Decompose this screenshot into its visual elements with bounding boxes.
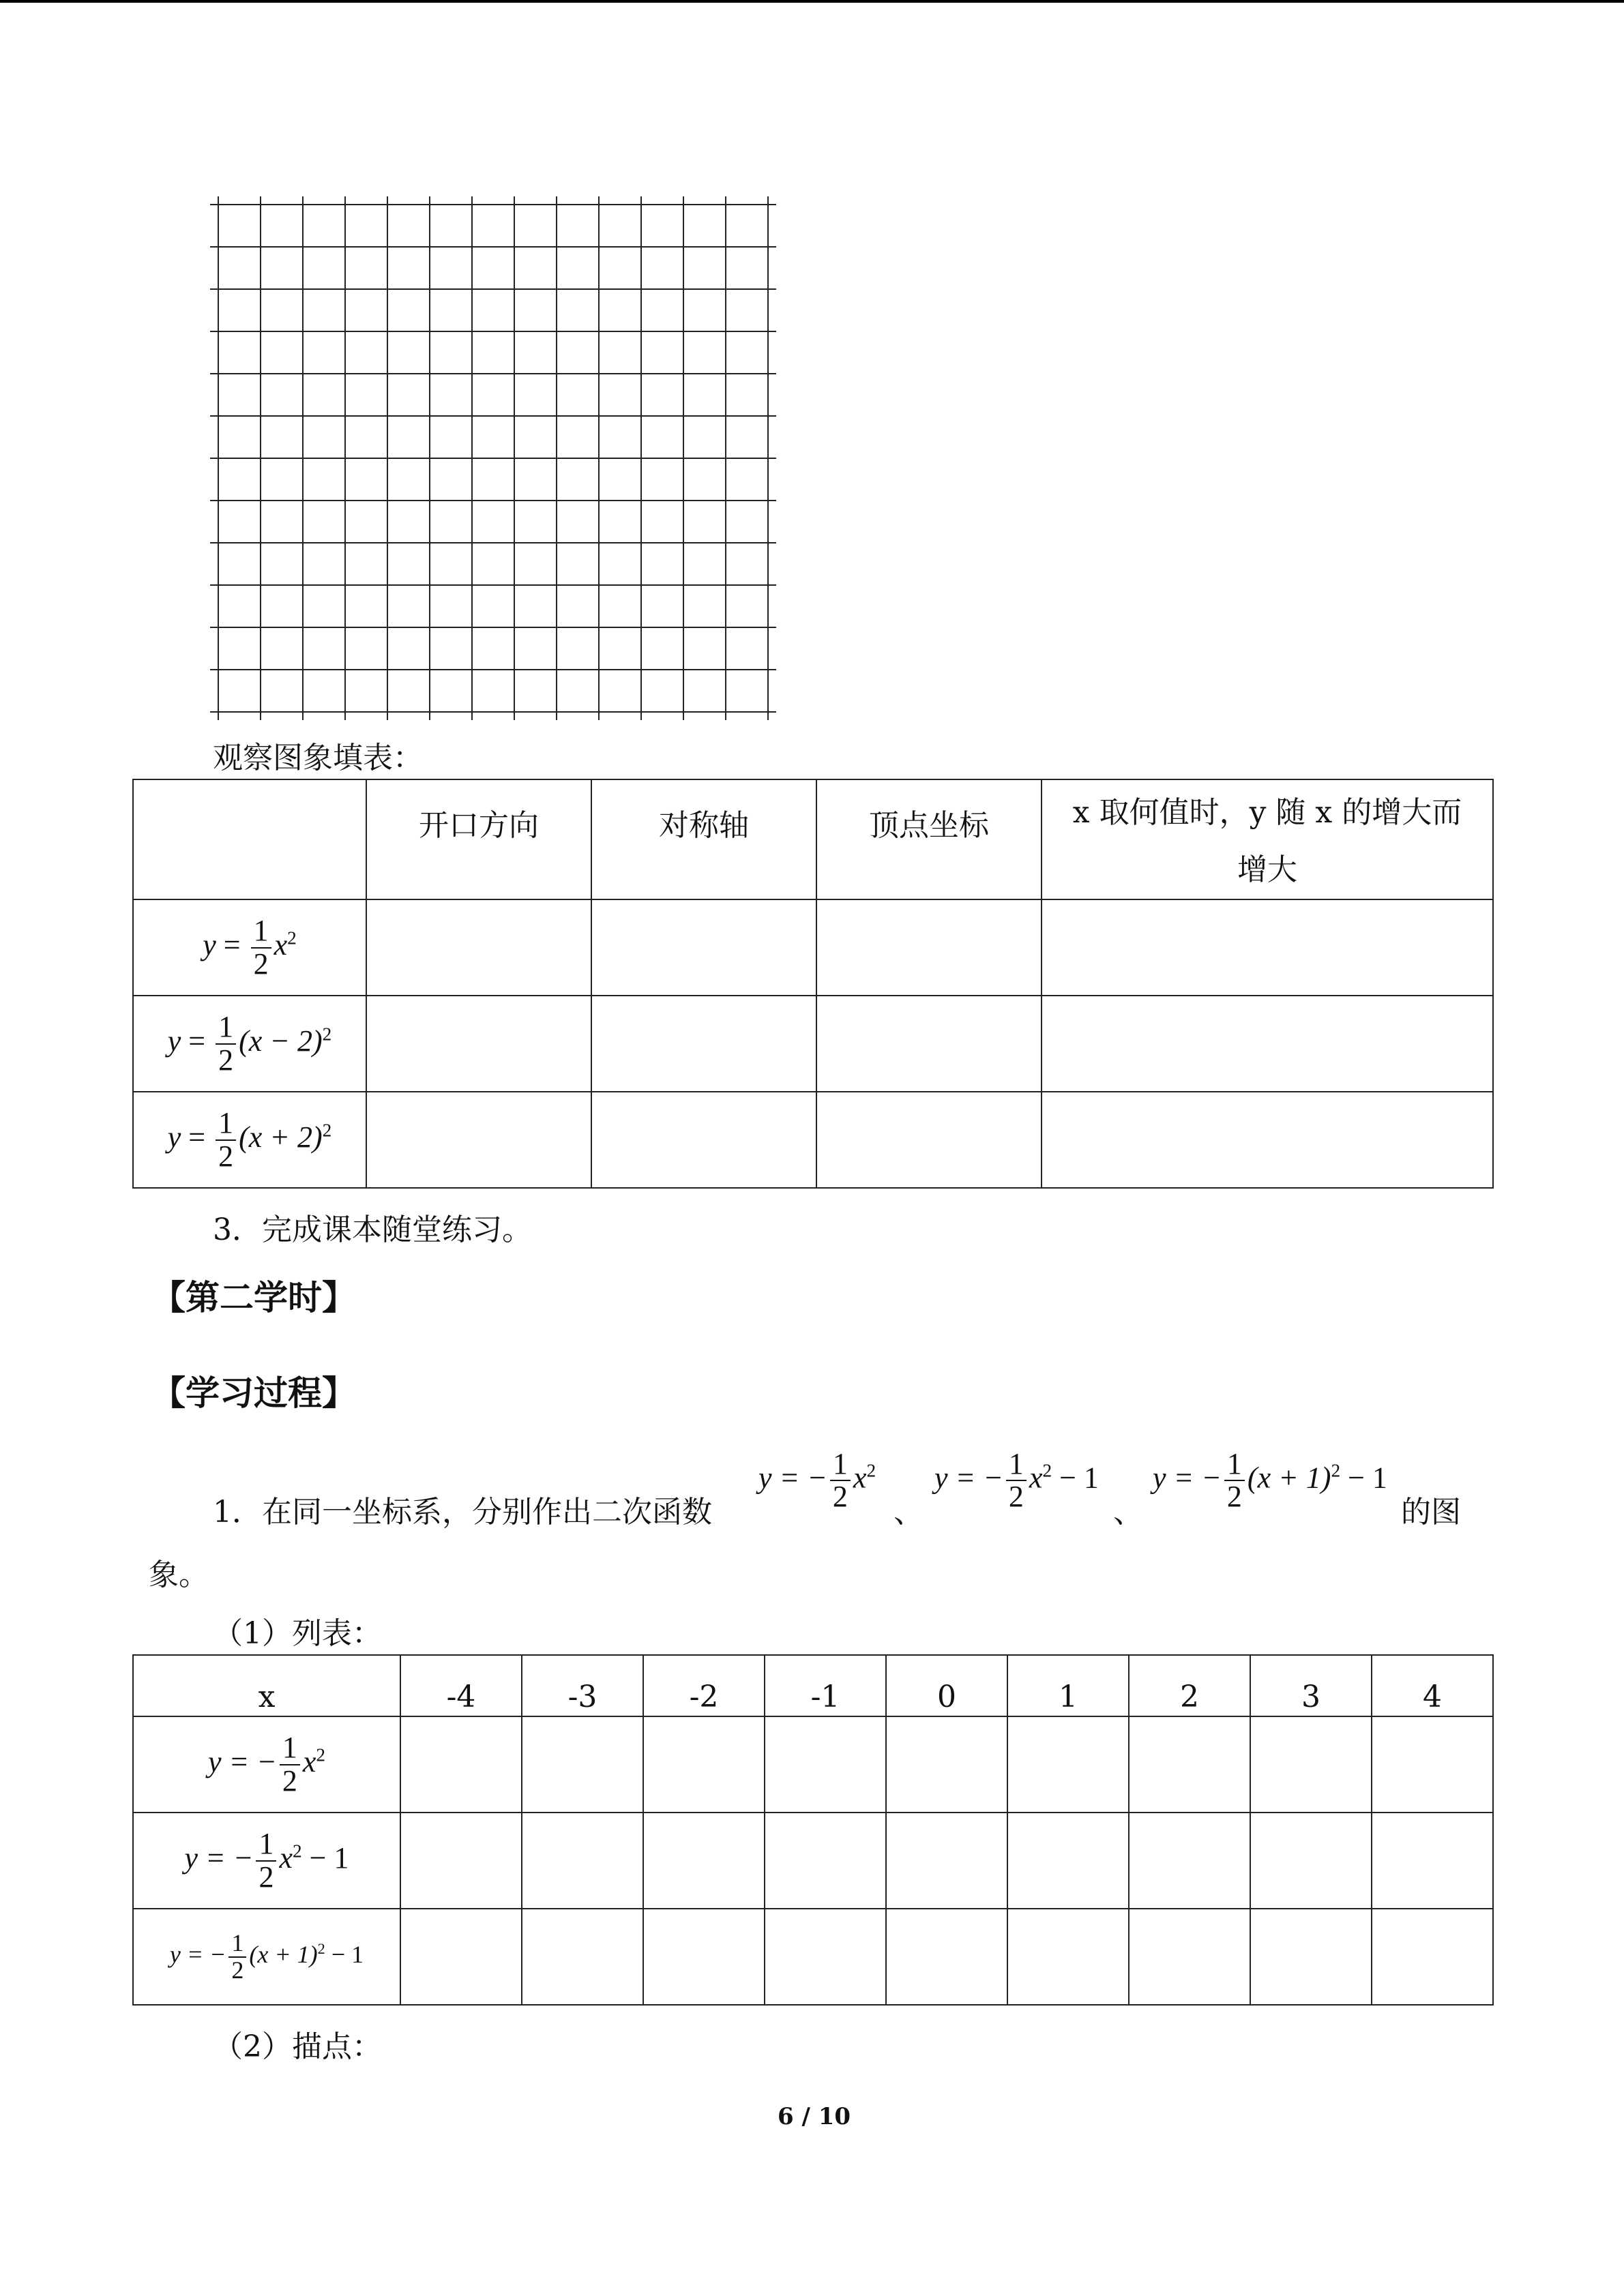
properties-table (132, 779, 1494, 1189)
x-value: 1 (1007, 1655, 1129, 1716)
cell[interactable] (816, 996, 1042, 1092)
x-value: 0 (886, 1655, 1007, 1716)
values-table (132, 1654, 1494, 2006)
cell[interactable] (1129, 1909, 1250, 2005)
x-value: 4 (1372, 1655, 1493, 1716)
cell[interactable] (1372, 1909, 1493, 2005)
separator-2: 、 (1113, 1495, 1143, 1530)
formula-neg-half-xplus1-sq-minus1: y = − $\frac{1}{2}$ $(x + 1)^2 - 1$ (169, 1928, 364, 1984)
cell[interactable] (400, 1909, 522, 2005)
row-f3 (133, 1909, 400, 2005)
cell[interactable] (1372, 1813, 1493, 1909)
cell[interactable] (643, 1909, 765, 2005)
item1-prefix: 1．在同一坐标系，分别作出二次函数 (213, 1495, 712, 1530)
cell[interactable] (1129, 1716, 1250, 1813)
header-x: x (133, 1655, 400, 1716)
cell[interactable] (1129, 1813, 1250, 1909)
cell[interactable] (366, 1092, 591, 1188)
cell[interactable] (816, 1092, 1042, 1188)
page-number: 6 / 10 (778, 2103, 851, 2130)
cell[interactable] (1042, 996, 1493, 1092)
separator-1: 、 (894, 1495, 924, 1530)
header-opening: 开口方向 (366, 779, 591, 899)
header-axis: 对称轴 (591, 779, 816, 899)
formula-f2: y = − $\frac{1}{2}$ $x^2 - 1$ (934, 1447, 1099, 1514)
section-heading-second-lesson: 【第二学时】 (151, 1277, 356, 1317)
step2-label: （2）描点： (213, 2029, 382, 2064)
cell[interactable] (886, 1909, 1007, 2005)
table1-caption: 观察图象填表： (213, 741, 423, 775)
formula-f3: y = − $\frac{1}{2}$ $(x + 1)^2 - 1$ (1153, 1447, 1387, 1514)
section-heading-learning-process: 【学习过程】 (151, 1373, 356, 1413)
cell[interactable] (765, 1909, 886, 2005)
cell[interactable] (1007, 1909, 1129, 2005)
formula-half-xplus2: y = $\frac{1}{2}$ $(x + 2)^2$ (167, 1106, 332, 1173)
header-empty (133, 779, 366, 899)
step1-label: （1）列表： (213, 1616, 382, 1651)
cell[interactable] (400, 1813, 522, 1909)
header-monotonic (1042, 779, 1493, 899)
cell[interactable] (1042, 1092, 1493, 1188)
cell[interactable] (1042, 899, 1493, 996)
row2-function (133, 996, 366, 1092)
row-f1 (133, 1716, 400, 1813)
x-value: -3 (522, 1655, 643, 1716)
cell[interactable] (1007, 1813, 1129, 1909)
cell[interactable] (816, 899, 1042, 996)
header-monotonic-line2: 增大 (1237, 852, 1297, 887)
formula-f1: y = − $\frac{1}{2}$ $x^2$ (758, 1447, 876, 1514)
cell[interactable] (1007, 1716, 1129, 1813)
cell[interactable] (366, 899, 591, 996)
cell[interactable] (591, 899, 816, 996)
header-monotonic-line1: x 取何值时，y 随 x 的增大而 (1072, 795, 1462, 830)
item1-continuation: 象。 (149, 1557, 209, 1592)
x-value: -4 (400, 1655, 522, 1716)
x-value: -2 (643, 1655, 765, 1716)
cell[interactable] (886, 1716, 1007, 1813)
formula-neg-half-x2-minus1: y = − $\frac{1}{2}$ $x^2 - 1$ (184, 1827, 349, 1894)
cell[interactable] (643, 1813, 765, 1909)
cell[interactable] (522, 1909, 643, 2005)
item1-suffix: 的图 (1401, 1495, 1461, 1530)
item3-text: 3．完成课本随堂练习。 (213, 1212, 532, 1247)
cell[interactable] (400, 1716, 522, 1813)
cell[interactable] (765, 1716, 886, 1813)
cell[interactable] (643, 1716, 765, 1813)
cell[interactable] (1250, 1716, 1372, 1813)
coordinate-grid (205, 191, 784, 723)
x-value: 3 (1250, 1655, 1372, 1716)
x-value: 2 (1129, 1655, 1250, 1716)
cell[interactable] (1250, 1813, 1372, 1909)
row-f2 (133, 1813, 400, 1909)
x-value: -1 (765, 1655, 886, 1716)
cell[interactable] (886, 1813, 1007, 1909)
cell[interactable] (1372, 1716, 1493, 1813)
formula-neg-half-x2: y = − $\frac{1}{2}$ $x^2$ (207, 1731, 326, 1798)
cell[interactable] (366, 996, 591, 1092)
formula-half-x2: y = $\frac{1}{2}$ $x^2$ (203, 914, 297, 981)
formula-half-xminus2: y = $\frac{1}{2}$ $(x - 2)^2$ (167, 1010, 332, 1077)
cell[interactable] (765, 1813, 886, 1909)
header-vertex: 顶点坐标 (816, 779, 1042, 899)
cell[interactable] (522, 1716, 643, 1813)
cell[interactable] (1250, 1909, 1372, 2005)
top-border (0, 0, 1624, 3)
cell[interactable] (522, 1813, 643, 1909)
cell[interactable] (591, 1092, 816, 1188)
row1-function (133, 899, 366, 996)
row3-function (133, 1092, 366, 1188)
cell[interactable] (591, 996, 816, 1092)
